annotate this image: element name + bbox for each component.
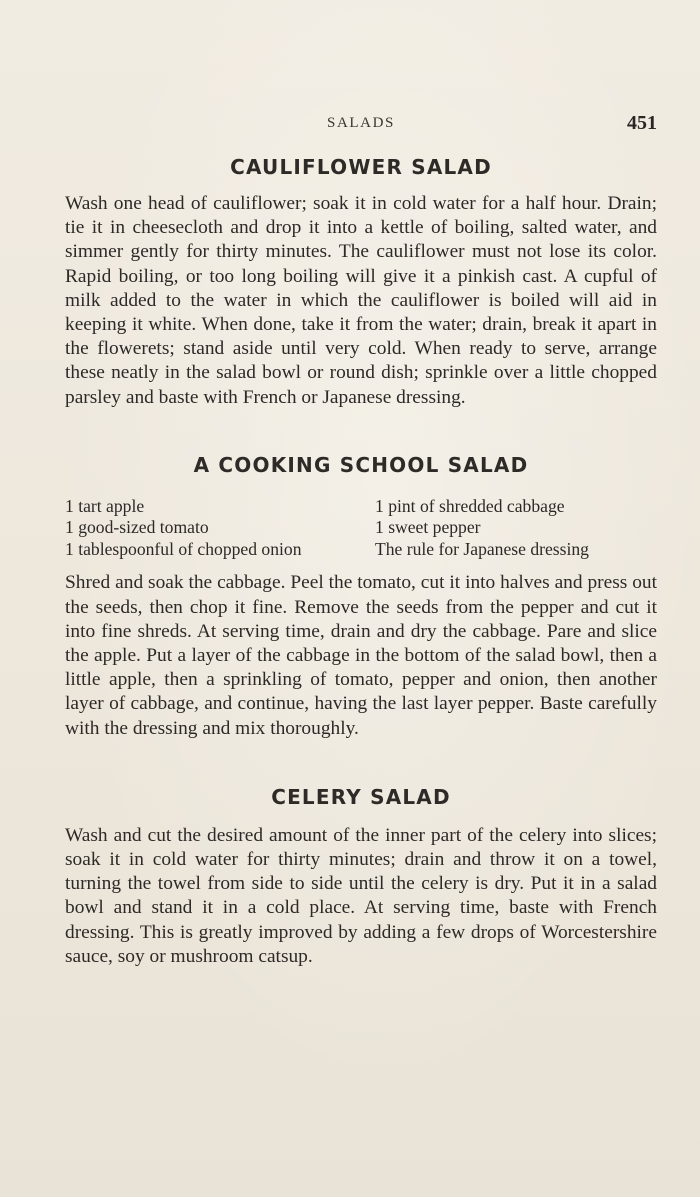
ingredient-list [65, 496, 657, 561]
ingredient-item: 1 sweet pepper [375, 517, 481, 538]
page-number: 451 [627, 112, 657, 134]
page-content [65, 112, 657, 969]
running-head-section: SALADS [327, 115, 395, 131]
heading-cauliflower-salad: CAULIFLOWER SALAD [230, 155, 492, 179]
ingredient-item: The rule for Japanese dressing [375, 538, 589, 559]
ingredient-item: 1 tart apple [65, 495, 145, 516]
paragraph-cooking-school-salad: Shred and soak the cabbage. Peel the tomato, cut it into halves and press out the seeds, then chop it fine. Remove the seeds from the pepper and cut it into fine shreds. At serving time, drain and dry the cabbage. Pare and slice the apple. Put a layer of the cabbage in the bottom of the salad bowl, then a little apple, then a sprinkling of tomato, pepper and onion, then another layer of cabbage, and continue, having the last layer pepper. Baste carefully with the dressing and mix thoroughly. [65, 572, 657, 739]
heading-celery-salad: CELERY SALAD [271, 784, 451, 809]
ingredient-item: 1 tablespoonful of chopped onion [65, 538, 302, 559]
ingredient-item: 1 pint of shredded cabbage [375, 495, 565, 516]
running-head [65, 112, 657, 138]
heading-cooking-school-salad: A COOKING SCHOOL SALAD [193, 452, 529, 477]
ingredient-item: 1 good-sized tomato [65, 517, 209, 538]
paragraph-celery-salad: Wash and cut the desired amount of the inner part of the celery into slices; soak it in cold water for thirty minutes; drain and throw it on a towel, turning the towel from side to side until the celery is dry. Put it in a salad bowl and stand it in a cold place. At serving time, baste with French dressing. This is greatly improved by adding a few drops of Worcestershire sauce, soy or mushroom catsup. [65, 824, 657, 967]
paragraph-cauliflower-salad: Wash one head of cauliflower; soak it in cold water for a half hour. Drain; tie it in cheesecloth and drop it into a kettle of boiling, salted water, and simmer gently for thirty minutes. The cauliflower must not lose its color. Rapid boiling, or too long boiling will give it a pinkish cast. A cupful of milk added to the water in which the cauliflower is boiled will aid in keeping it white. When done, take it from the water; drain, break it apart in the flowerets; stand aside until very cold. When ready to serve, arrange these neatly in the salad bowl or round dish; sprinkle over a little chopped parsley and baste with French or Japanese dressing. [65, 193, 657, 408]
